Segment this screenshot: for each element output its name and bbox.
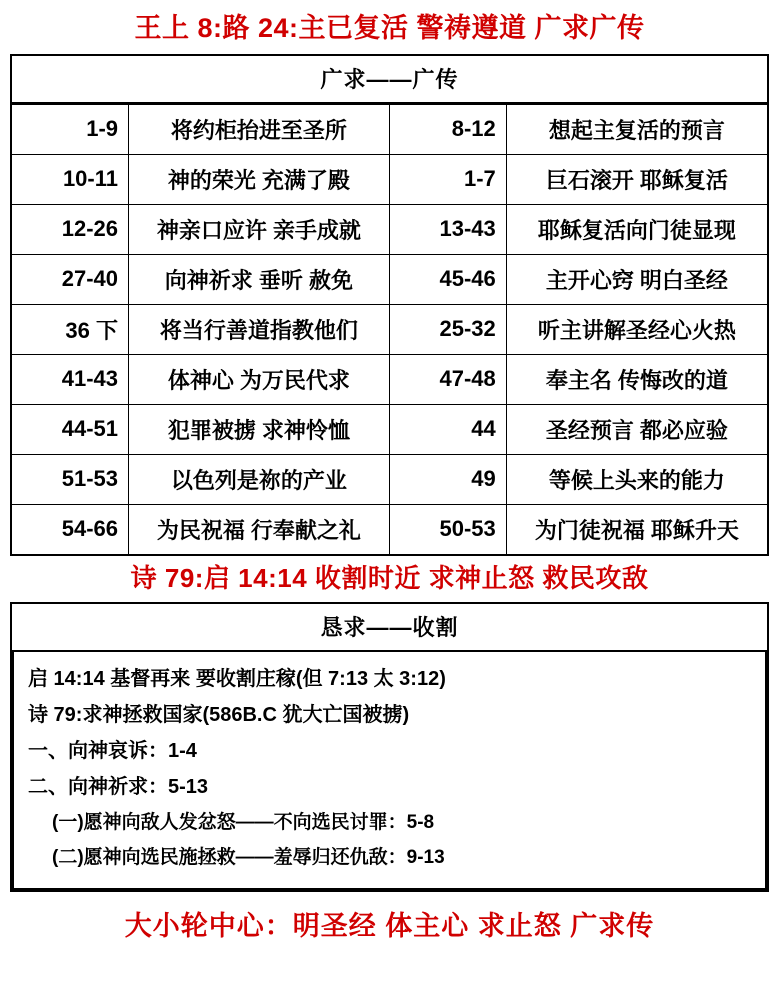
scripture-table-body bbox=[12, 104, 767, 554]
right-ref: 45-46 bbox=[389, 254, 506, 304]
right-text: 主开心窍 明白圣经 bbox=[506, 254, 767, 304]
outline-subline: (二)愿神向选民施拯救——羞辱归还仇敌：9-13 bbox=[52, 847, 445, 869]
left-text: 神的荣光 充满了殿 bbox=[129, 154, 390, 204]
left-text: 将约柜抬进至圣所 bbox=[129, 104, 390, 154]
left-text: 犯罪被掳 求神怜恤 bbox=[129, 404, 390, 454]
left-ref: 44-51 bbox=[12, 404, 129, 454]
right-text: 等候上头来的能力 bbox=[506, 454, 767, 504]
left-ref: 51-53 bbox=[12, 454, 129, 504]
section1-subheading: 广求——广传 bbox=[12, 56, 767, 104]
left-text: 以色列是祢的产业 bbox=[129, 454, 390, 504]
right-text: 奉主名 传悔改的道 bbox=[506, 354, 767, 404]
left-text: 体神心 为万民代求 bbox=[129, 354, 390, 404]
left-text: 神亲口应许 亲手成就 bbox=[129, 204, 390, 254]
table-row bbox=[12, 354, 767, 404]
table-row bbox=[12, 404, 767, 454]
section2-content bbox=[12, 652, 767, 890]
table-row bbox=[12, 154, 767, 204]
right-ref: 1-7 bbox=[389, 154, 506, 204]
right-text: 巨石滚开 耶稣复活 bbox=[506, 154, 767, 204]
section2-box bbox=[10, 602, 769, 892]
outline-line: 二、向神祈求：5-13 bbox=[28, 776, 209, 799]
outline-line: 一、向神哀诉：1-4 bbox=[28, 740, 197, 763]
right-text: 听主讲解圣经心火热 bbox=[506, 304, 767, 354]
right-text: 耶稣复活向门徒显现 bbox=[506, 204, 767, 254]
left-ref: 12-26 bbox=[12, 204, 129, 254]
left-ref: 54-66 bbox=[12, 504, 129, 554]
outline-subline: (一)愿神向敌人发忿怒——不向选民讨罪：5-8 bbox=[52, 812, 435, 834]
section1-box bbox=[10, 54, 769, 556]
table-row bbox=[12, 204, 767, 254]
right-ref: 49 bbox=[389, 454, 506, 504]
left-ref: 1-9 bbox=[12, 104, 129, 154]
right-ref: 8-12 bbox=[389, 104, 506, 154]
table-row bbox=[12, 104, 767, 154]
right-ref: 44 bbox=[389, 404, 506, 454]
left-ref: 36 下 bbox=[12, 304, 129, 354]
scripture-table bbox=[12, 104, 767, 554]
left-text: 为民祝福 行奉献之礼 bbox=[129, 504, 390, 554]
section1-heading: 王上 8:路 24:主已复活 警祷遵道 广求广传 bbox=[134, 13, 645, 43]
table-row bbox=[12, 504, 767, 554]
table-row bbox=[12, 254, 767, 304]
section2-heading: 诗 79:启 14:14 收割时近 求神止怒 救民攻敌 bbox=[130, 562, 649, 593]
right-text: 为门徒祝福 耶稣升天 bbox=[506, 504, 767, 554]
section2-subheading: 恳求——收割 bbox=[12, 604, 767, 652]
right-text: 圣经预言 都必应验 bbox=[506, 404, 767, 454]
right-text: 想起主复活的预言 bbox=[506, 104, 767, 154]
left-text: 将当行善道指教他们 bbox=[129, 304, 390, 354]
outline-line: 启 14:14 基督再来 要收割庄稼(但 7:13 太 3:12) bbox=[28, 668, 446, 691]
table-row bbox=[12, 454, 767, 504]
table-row bbox=[12, 304, 767, 354]
footer-summary: 大小轮中心：明圣经 体主心 求止怒 广求传 bbox=[124, 910, 655, 941]
left-ref: 10-11 bbox=[12, 154, 129, 204]
left-ref: 41-43 bbox=[12, 354, 129, 404]
left-ref: 27-40 bbox=[12, 254, 129, 304]
outline-line: 诗 79:求神拯救国家(586B.C 犹大亡国被掳) bbox=[28, 704, 410, 727]
right-ref: 13-43 bbox=[389, 204, 506, 254]
right-ref: 25-32 bbox=[389, 304, 506, 354]
right-ref: 47-48 bbox=[389, 354, 506, 404]
left-text: 向神祈求 垂听 赦免 bbox=[129, 254, 390, 304]
right-ref: 50-53 bbox=[389, 504, 506, 554]
